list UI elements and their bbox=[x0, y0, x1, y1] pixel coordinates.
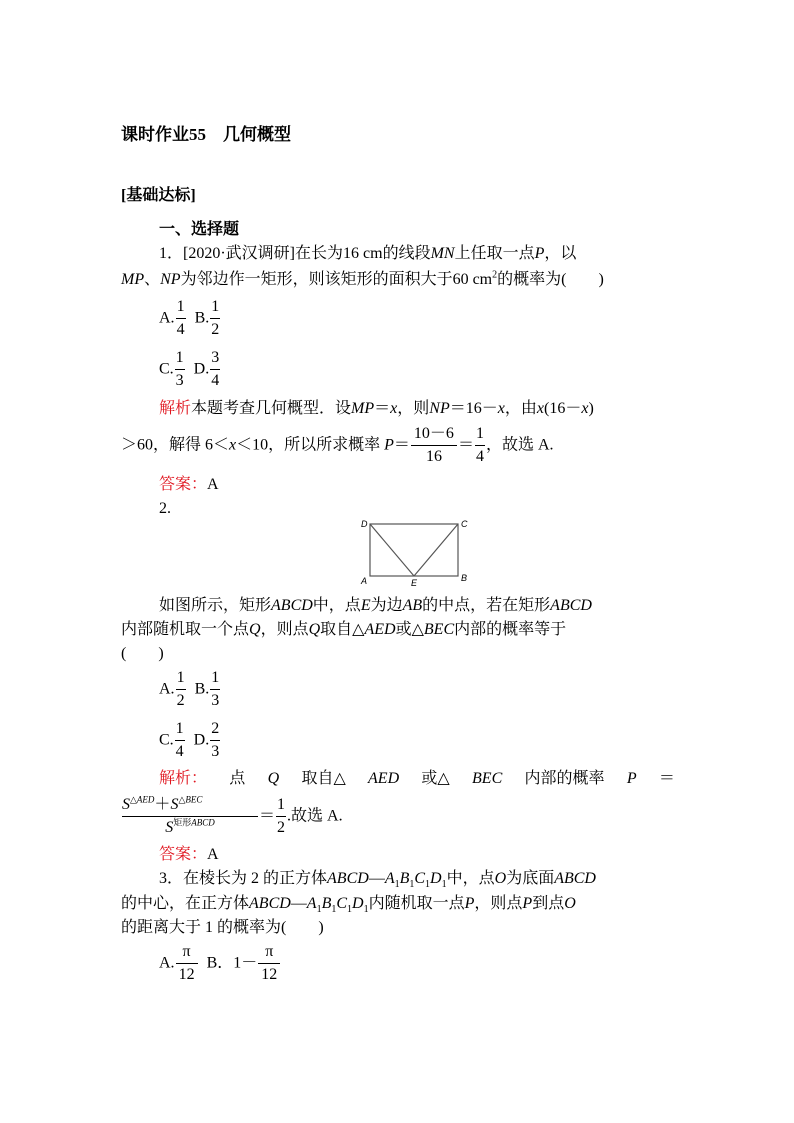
fraction bbox=[210, 667, 220, 712]
subscript: 1 bbox=[331, 904, 337, 916]
analysis-text: 或△ bbox=[421, 770, 450, 787]
area-denominator bbox=[122, 817, 258, 839]
q1-option-b: B. bbox=[194, 309, 210, 327]
fraction bbox=[176, 296, 186, 341]
label-e: E bbox=[411, 578, 418, 587]
q1-var: MN bbox=[430, 245, 455, 262]
analysis-text: ＝ bbox=[393, 436, 410, 454]
q2-text: 内部随机取一个点 bbox=[121, 621, 250, 638]
answer-label: 答案： bbox=[159, 846, 208, 863]
q3-text: — bbox=[290, 895, 307, 912]
analysis-text: ，由 bbox=[504, 400, 537, 417]
var: S bbox=[165, 819, 174, 836]
var: x bbox=[497, 400, 505, 417]
denominator: 2 bbox=[277, 819, 286, 836]
var: ABCD bbox=[327, 870, 369, 887]
q1-text: 、 bbox=[144, 271, 161, 288]
analysis-text: ) bbox=[588, 400, 594, 417]
q1-options-ab bbox=[159, 296, 221, 341]
var: AED bbox=[368, 770, 400, 787]
rect-label: 矩形 bbox=[173, 817, 192, 828]
var: ABCD bbox=[550, 597, 592, 614]
numerator: 1 bbox=[475, 423, 485, 446]
var: BEC bbox=[423, 621, 455, 638]
denominator: 3 bbox=[211, 692, 220, 709]
var: D bbox=[352, 895, 364, 912]
analysis-text: ＝ bbox=[658, 770, 675, 787]
numerator: 1 bbox=[276, 794, 286, 817]
var: x bbox=[229, 436, 237, 454]
q3-line3: 的距离大于 1 的概率为( ) bbox=[121, 919, 324, 936]
q2-text: ，则点 bbox=[260, 621, 309, 638]
q3-option-b: B．1－ bbox=[206, 954, 258, 972]
sup bbox=[130, 795, 154, 805]
answer-value: A bbox=[207, 846, 219, 863]
q1-text: 上任取一点 bbox=[454, 245, 535, 262]
numerator: 1 bbox=[210, 296, 220, 319]
label-b: B bbox=[461, 573, 468, 583]
q3-number: 3． bbox=[159, 870, 184, 887]
var: S bbox=[122, 796, 130, 813]
var: P bbox=[626, 770, 637, 787]
var: E bbox=[360, 597, 371, 614]
q1-line2 bbox=[121, 270, 604, 290]
var: ABCD bbox=[249, 895, 291, 912]
denominator: 12 bbox=[261, 966, 278, 983]
q3-text: 到点 bbox=[532, 895, 565, 912]
var: Q bbox=[267, 770, 280, 787]
fraction bbox=[210, 296, 220, 341]
numerator: 10－6 bbox=[411, 423, 457, 446]
q1-number: 1． bbox=[159, 245, 184, 262]
label-a: A bbox=[361, 576, 368, 586]
var: A bbox=[306, 895, 317, 912]
analysis-text: (16－ bbox=[543, 400, 582, 417]
q3-text: 为底面 bbox=[506, 870, 555, 887]
numerator: π bbox=[258, 941, 280, 964]
analysis-text: ＞60，解得 6＜ bbox=[121, 436, 230, 454]
q1-var: NP bbox=[160, 271, 181, 288]
numerator: 1 bbox=[175, 718, 185, 741]
analysis-text: ＝ bbox=[374, 400, 391, 417]
fraction bbox=[411, 423, 457, 468]
q2-options-ab bbox=[159, 667, 221, 712]
var: AB bbox=[402, 597, 423, 614]
q2-text: 或△ bbox=[395, 621, 424, 638]
q1-var: MP bbox=[121, 271, 145, 288]
subscript: 1 bbox=[316, 904, 322, 916]
var: ABCD bbox=[271, 597, 313, 614]
analysis-label: 解析： bbox=[159, 770, 208, 787]
fraction bbox=[475, 423, 485, 468]
var: P bbox=[464, 895, 475, 912]
fraction bbox=[175, 718, 185, 763]
analysis-text: ＝ bbox=[457, 436, 474, 454]
fraction bbox=[175, 347, 185, 392]
analysis-text: 取自△ bbox=[301, 770, 346, 787]
var: x bbox=[536, 400, 544, 417]
var: O bbox=[494, 870, 507, 887]
subscript: 1 bbox=[425, 879, 431, 891]
numerator: 2 bbox=[210, 718, 220, 741]
section-heading: [基础达标] bbox=[121, 187, 196, 204]
q2-option-c: C. bbox=[159, 731, 174, 749]
q1-text: 的概率为( ) bbox=[497, 271, 604, 288]
q2-analysis-line2 bbox=[121, 794, 343, 839]
q1-text: 在长为16 cm的线段 bbox=[295, 245, 431, 262]
q2-analysis-line1 bbox=[159, 769, 675, 789]
rectangle-abcd bbox=[370, 524, 458, 576]
denominator: 3 bbox=[211, 743, 220, 760]
var: P bbox=[522, 895, 533, 912]
denominator: 4 bbox=[175, 743, 184, 760]
analysis-text: .故选 A. bbox=[287, 807, 343, 825]
analysis-text: 本题考查几何概型．设 bbox=[191, 400, 352, 417]
q2-answer bbox=[159, 845, 219, 865]
q3-text: 内随机取一点 bbox=[368, 895, 465, 912]
var: ABCD bbox=[191, 817, 215, 828]
var: O bbox=[564, 895, 576, 912]
triangle-symbol: △ bbox=[178, 794, 186, 805]
q2-text: 为边 bbox=[370, 597, 403, 614]
denominator: 2 bbox=[176, 692, 185, 709]
q1-option-c: C. bbox=[159, 360, 174, 378]
analysis-text: ＝16－ bbox=[449, 400, 498, 417]
q1-option-a: A. bbox=[159, 309, 175, 327]
rectangle-figure bbox=[358, 515, 474, 587]
denominator: 4 bbox=[211, 372, 220, 389]
fraction bbox=[176, 941, 198, 986]
var: P bbox=[384, 436, 394, 454]
var: C bbox=[414, 870, 426, 887]
q1-analysis-line2 bbox=[121, 423, 554, 468]
page-title: 课时作业55 几何概型 bbox=[121, 125, 291, 144]
q3-line2 bbox=[121, 894, 576, 914]
q3-options bbox=[159, 941, 281, 986]
sup bbox=[173, 818, 215, 828]
numerator: 3 bbox=[210, 347, 220, 370]
denominator: 12 bbox=[178, 966, 195, 983]
q3-text: 中，点 bbox=[446, 870, 495, 887]
q1-superscript: 2 bbox=[492, 269, 498, 281]
q1-option-d: D. bbox=[193, 360, 210, 378]
var: D bbox=[430, 870, 442, 887]
plus: ＋ bbox=[154, 796, 171, 813]
q3-line1 bbox=[159, 869, 596, 889]
area-numerator bbox=[122, 794, 258, 817]
q3-text: — bbox=[368, 870, 385, 887]
analysis-text: ，故选 A. bbox=[485, 436, 554, 454]
analysis-text: ＜10，所以所求概率 bbox=[236, 436, 381, 454]
q1-text: 为邻边作一矩形，则该矩形的面积大于60 cm bbox=[180, 271, 493, 288]
var: S bbox=[170, 796, 179, 813]
subscript: 1 bbox=[441, 879, 447, 891]
numerator: 1 bbox=[210, 667, 220, 690]
var: Q bbox=[249, 621, 261, 638]
segment-de bbox=[370, 524, 414, 576]
triangle-symbol: △ bbox=[130, 794, 137, 805]
q2-line3: ( ) bbox=[121, 645, 164, 662]
var: MP bbox=[351, 400, 375, 417]
segment-ce bbox=[414, 524, 458, 576]
fraction bbox=[210, 347, 220, 392]
fraction bbox=[176, 667, 186, 712]
answer-label: 答案： bbox=[159, 476, 208, 493]
q2-number: 2. bbox=[159, 500, 171, 517]
label-c: C bbox=[461, 519, 468, 529]
var: B bbox=[321, 895, 332, 912]
denominator: 3 bbox=[175, 372, 184, 389]
analysis-text: 点 bbox=[229, 770, 246, 787]
var: NP bbox=[429, 400, 450, 417]
q3-text: 的中心，在正方体 bbox=[121, 895, 250, 912]
numerator: 1 bbox=[176, 667, 186, 690]
denominator: 2 bbox=[211, 321, 220, 338]
q2-text: 如图所示，矩形 bbox=[159, 597, 272, 614]
fraction bbox=[258, 941, 280, 986]
var: ABCD bbox=[554, 870, 596, 887]
var: x bbox=[581, 400, 589, 417]
analysis-text: ，则 bbox=[397, 400, 430, 417]
denominator: 4 bbox=[176, 321, 185, 338]
var: AED bbox=[364, 621, 396, 638]
q2-option-d: D. bbox=[193, 731, 210, 749]
var: A bbox=[384, 870, 395, 887]
q2-text: 内部的概率等于 bbox=[454, 621, 567, 638]
var: x bbox=[390, 400, 398, 417]
subscript: 1 bbox=[409, 879, 415, 891]
q3-option-a: A. bbox=[159, 954, 175, 972]
q2-option-a: A. bbox=[159, 680, 175, 698]
var: B bbox=[399, 870, 410, 887]
numerator: π bbox=[176, 941, 198, 964]
denominator: 16 bbox=[425, 448, 442, 465]
subscript: 1 bbox=[347, 904, 353, 916]
q2-text: 取自△ bbox=[320, 621, 365, 638]
answer-value: A bbox=[207, 476, 219, 493]
part-heading: 一、选择题 bbox=[159, 221, 240, 238]
denominator: 4 bbox=[475, 448, 484, 465]
numerator: 1 bbox=[176, 296, 186, 319]
q1-answer bbox=[159, 475, 219, 495]
var: BEC bbox=[472, 770, 503, 787]
q1-analysis-line1 bbox=[159, 399, 594, 419]
fraction bbox=[210, 718, 220, 763]
analysis-text: 内部的概率 bbox=[524, 770, 605, 787]
q2-line1 bbox=[159, 596, 592, 616]
subscript: 1 bbox=[363, 904, 369, 916]
var: Q bbox=[308, 621, 321, 638]
fraction bbox=[276, 794, 286, 839]
q1-var: P bbox=[534, 245, 545, 262]
analysis-label: 解析 bbox=[159, 400, 192, 417]
var: BEC bbox=[185, 794, 203, 805]
numerator: 1 bbox=[175, 347, 185, 370]
sup bbox=[178, 795, 202, 805]
q3-text: ，则点 bbox=[474, 895, 523, 912]
q1-text: ，以 bbox=[544, 245, 577, 262]
area-fraction bbox=[122, 794, 258, 839]
q1-options-cd bbox=[159, 347, 221, 392]
q2-text: 中，点 bbox=[312, 597, 361, 614]
subscript: 1 bbox=[394, 879, 400, 891]
q1-line1 bbox=[159, 244, 576, 264]
q1-source: [2020·武汉调研] bbox=[183, 245, 296, 262]
q2-option-b: B. bbox=[194, 680, 210, 698]
var: C bbox=[336, 895, 348, 912]
label-d: D bbox=[361, 519, 368, 529]
q2-options-cd bbox=[159, 718, 221, 763]
var: AED bbox=[136, 794, 155, 805]
analysis-text: ＝ bbox=[259, 807, 276, 825]
q2-text: 的中点，若在矩形 bbox=[422, 597, 551, 614]
q3-text: 在棱长为 2 的正方体 bbox=[183, 870, 328, 887]
q2-line2 bbox=[121, 620, 566, 640]
